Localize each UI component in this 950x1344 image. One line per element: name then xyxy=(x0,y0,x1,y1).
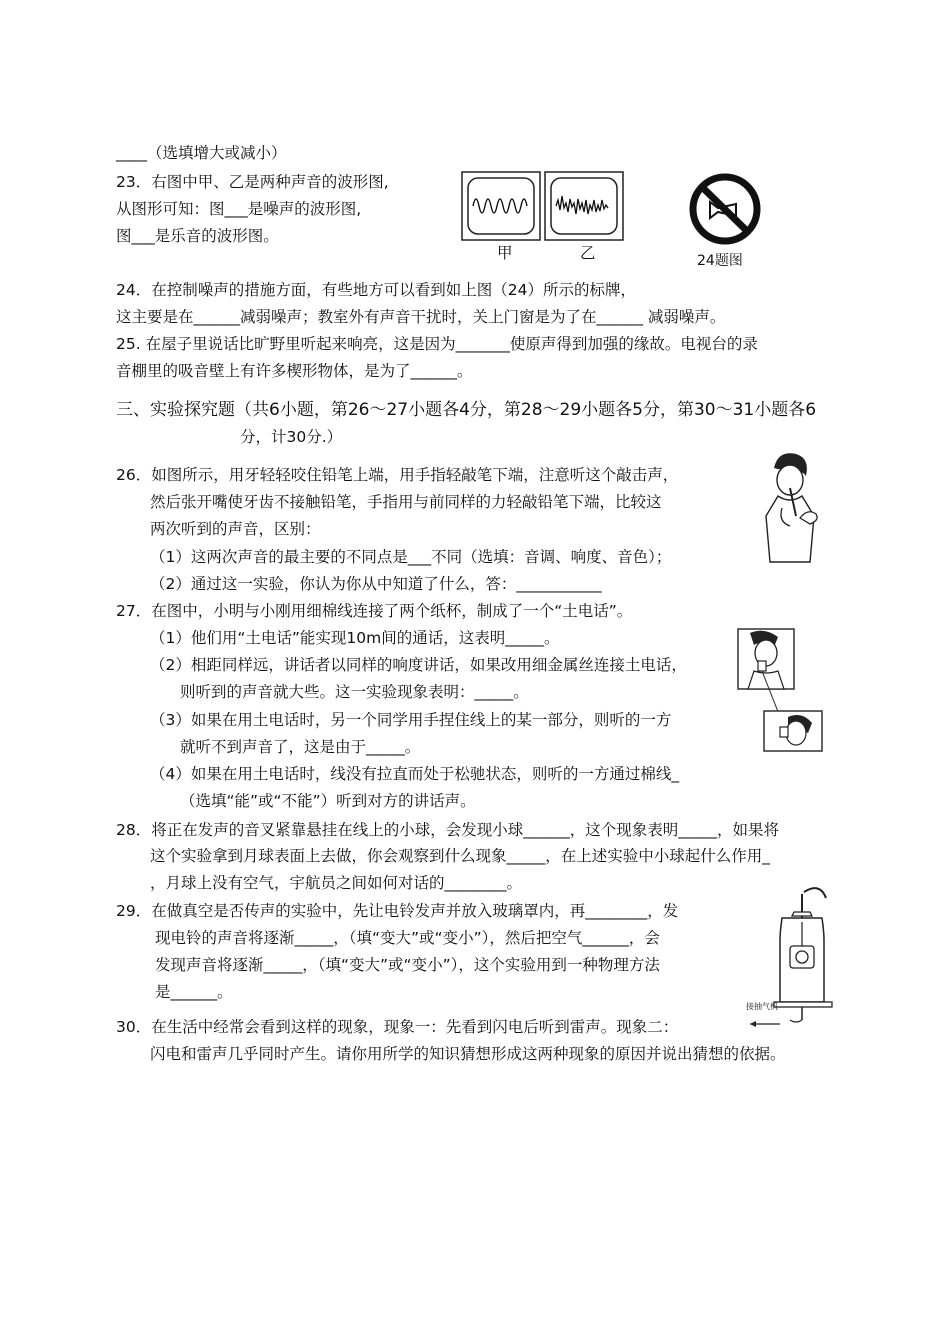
q27-line-3: （2）相距同样远，讲话者以同样的响度讲话，如果改用细金属丝连接土电话， xyxy=(150,656,687,674)
intro-fill-line: ____（选填增大或减小） xyxy=(116,144,287,162)
q26-line-3: 两次听到的声音，区别： xyxy=(150,520,321,538)
wave-label-yi: 乙 xyxy=(580,244,596,262)
sign-caption: 24题图 xyxy=(697,253,743,269)
string-phone-figure xyxy=(736,627,826,753)
q23-line-2: 从图形可知：图___是噪声的波形图, xyxy=(116,200,362,218)
q27-line-6: 就听不到声音了，这是由于_____。 xyxy=(180,738,421,756)
q29-line-2: 现电铃的声音将逐渐_____，（填“变大”或“变小”），然后把空气______，会 xyxy=(155,929,660,947)
q26-line-2: 然后张开嘴使牙齿不接触铅笔，手指用与前同样的力轻敲铅笔下端，比较这 xyxy=(150,493,662,511)
q26-line-4: （1）这两次声音的最主要的不同点是___不同（选填：音调、响度、音色）； xyxy=(150,548,672,566)
q27-line-7: （4）如果在用土电话时，线没有拉直而处于松驰状态，则听的一方通过棉线_ xyxy=(150,765,680,783)
q27-line-2: （1）他们用“土电话”能实现10m间的通话，这表明_____。 xyxy=(150,629,560,647)
q29-line-4: 是______。 xyxy=(155,983,233,1001)
q25-line-1: 25. 在屋子里说话比旷野里听起来响亮，这是因为_______使原声得到加强的缘故。电视台的录 xyxy=(116,335,758,353)
q30-line-1: 30．在生活中经常会看到这样的现象，现象一：先看到闪电后听到雷声。现象二： xyxy=(116,1018,679,1036)
q26-line-1: 26．如图所示，用牙轻轻咬住铅笔上端，用手指轻敲笔下端，注意听这个敲击声， xyxy=(116,466,679,484)
no-horn-sign-icon xyxy=(688,172,762,246)
q30-line-2: 闪电和雷声几乎同时产生。请你用所学的知识猜想形成这两种现象的原因并说出猜想的依据。 xyxy=(150,1045,786,1063)
pump-label: 接抽气机 xyxy=(746,1002,778,1011)
q27-line-4: 则听到的声音就大些。这一实验现象表明：_____。 xyxy=(180,683,529,701)
q26-line-5: （2）通过这一实验，你认为你从中知道了什么，答：___________ xyxy=(150,575,602,593)
q27-line-5: （3）如果在用土电话时，另一个同学用手捏住线上的某一部分，则听的一方 xyxy=(150,711,672,729)
section-3-heading: 三、实验探究题（共6小题，第26～27小题各4分，第28～29小题各5分，第30～31小题各6 xyxy=(116,400,817,420)
q29-line-3: 发现声音将逐渐_____，（填“变大”或“变小”），这个实验用到一种物理方法 xyxy=(155,956,660,974)
wave-figure-yi xyxy=(544,171,624,241)
section-3-heading-cont: 分，计30分.） xyxy=(240,428,343,446)
q23-line-1: 23．右图中甲、乙是两种声音的波形图, xyxy=(116,173,389,191)
q28-line-2: 这个实验拿到月球表面上去做，你会观察到什么现象_____，在上述实验中小球起什么作用_ xyxy=(150,847,771,865)
q24-line-1: 24．在控制噪声的措施方面，有些地方可以看到如上图（24）所示的标牌， xyxy=(116,281,636,299)
wave-label-jia: 甲 xyxy=(497,244,513,262)
bell-jar-figure xyxy=(746,882,834,1028)
q27-line-1: 27．在图中，小明与小刚用细棉线连接了两个纸杯，制成了一个“土电话”。 xyxy=(116,602,633,620)
q27-line-8: （选填“能”或“不能”）听到对方的讲话声。 xyxy=(180,792,476,810)
q23-line-3: 图___是乐音的波形图。 xyxy=(116,227,279,245)
q29-line-1: 29．在做真空是否传声的实验中，先让电铃发声并放入玻璃罩内，再________，发 xyxy=(116,902,679,920)
q28-line-1: 28．将正在发声的音叉紧靠悬挂在线上的小球，会发现小球______，这个现象表明_____，如果将 xyxy=(116,821,779,839)
boy-pencil-figure xyxy=(752,446,832,564)
q24-line-2: 这主要是在______减弱噪声；教室外有声音干扰时，关上门窗是为了在______ 减弱噪声。 xyxy=(116,308,726,326)
q25-line-2: 音棚里的吸音壁上有许多楔形物体，是为了______。 xyxy=(116,362,473,380)
wave-figure-jia xyxy=(461,171,541,241)
q28-line-3: ，月球上没有空气，宇航员之间如何对话的________。 xyxy=(150,874,523,892)
